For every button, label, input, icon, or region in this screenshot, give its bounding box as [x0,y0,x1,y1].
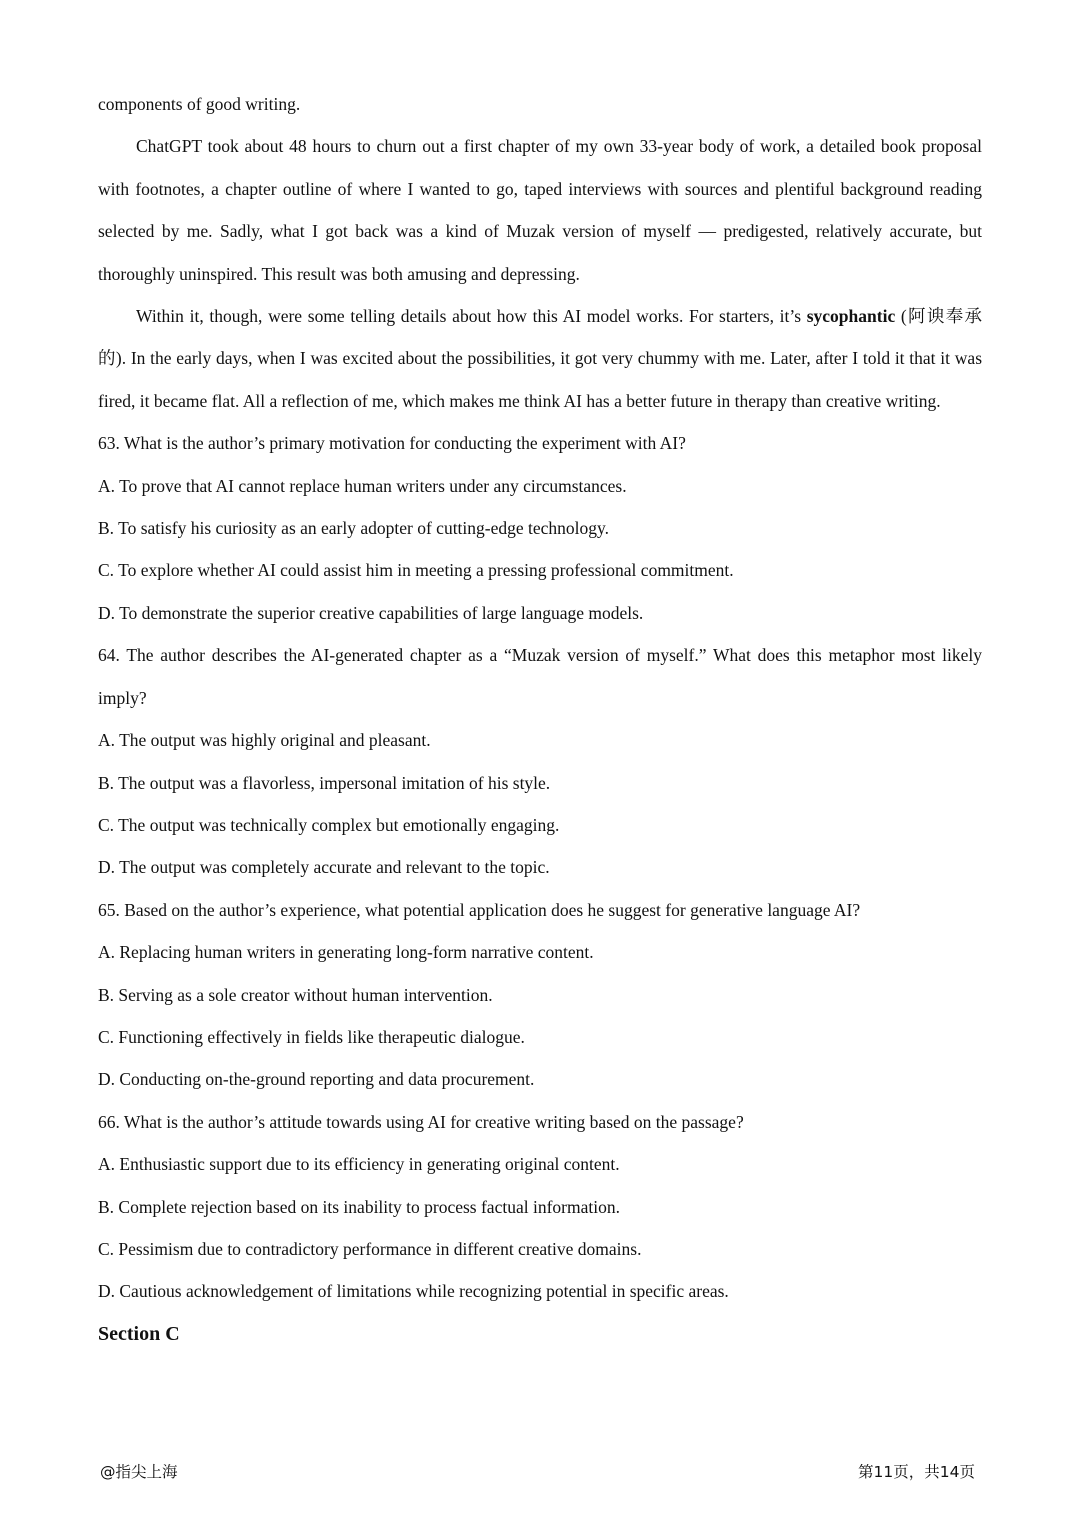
option-a: A. The output was highly original and pleasant. [98,730,431,751]
option-c: C. To explore whether AI could assist him in meeting a pressing professional commitment. [98,560,734,581]
section-heading: Section C [98,1322,180,1345]
question-stem: 66. What is the author’s attitude towards using AI for creative writing based on the passage? [98,1111,744,1132]
option-a: A. To prove that AI cannot replace human writers under any circumstances. [98,475,627,496]
option-b: B. To satisfy his curiosity as an early adopter of cutting-edge technology. [98,518,610,539]
page-number: 第11页，共14页 [858,1463,975,1481]
passage-continuation: components of good writing. [98,94,301,114]
option-d: D. The output was completely accurate and relevant to the topic. [98,857,550,878]
passage-paragraph-3-after: (阿谀奉承的). In the early days, when I was excited about the possibilities, it got very chummy with me. Later, after I told it that it was fired, it became flat. All a reflection of me, which makes me think AI has a better future in therapy than creative writing. [98,306,983,411]
option-d: D. Conducting on-the-ground reporting and data procurement. [98,1069,535,1090]
option-a: A. Enthusiastic support due to its efficiency in generating original content. [98,1154,620,1175]
option-c: C. Functioning effectively in fields like therapeutic dialogue. [98,1026,525,1047]
question-stem: 64. The author describes the AI-generated chapter as a “Muzak version of myself.” What does this metaphor most likely imply? [98,645,982,708]
question-stem: 65. Based on the author’s experience, what potential application does he suggest for generative language AI? [98,899,861,920]
option-d: D. To demonstrate the superior creative capabilities of large language models. [98,602,644,623]
passage-paragraph-3-before: Within it, though, were some telling details about how this AI model works. For starters, it’s [136,306,807,327]
question-65 [98,889,982,1101]
question-66 [98,1101,982,1313]
question-stem: 63. What is the author’s primary motivation for conducting the experiment with AI? [98,433,686,454]
page-content [98,83,982,1355]
option-c: C. Pessimism due to contradictory performance in different creative domains. [98,1238,642,1259]
footer-watermark: @指尖上海 [100,1463,178,1481]
option-b: B. Complete rejection based on its inability to process factual information. [98,1196,620,1217]
question-63 [98,422,982,634]
question-64 [98,634,982,888]
vocab-sycophantic: sycophantic [806,306,896,327]
passage-paragraph-3 [98,295,982,422]
option-c: C. The output was technically complex but emotionally engaging. [98,814,560,835]
option-d: D. Cautious acknowledgement of limitations while recognizing potential in specific areas. [98,1281,729,1302]
option-b: B. Serving as a sole creator without human intervention. [98,984,493,1005]
passage-paragraph-2: ChatGPT took about 48 hours to churn out a first chapter of my own 33-year body of work, a detailed book proposal with footnotes, a chapter outline of where I wanted to go, taped interviews with sources and plentiful background reading selected by me. Sadly, what I got back was a kind of Muzak version of myself — predigested, relatively accurate, but thoroughly uninspired. This result was both amusing and depressing. [98,136,982,284]
option-a: A. Replacing human writers in generating long-form narrative content. [98,942,594,963]
option-b: B. The output was a flavorless, impersonal imitation of his style. [98,772,551,793]
